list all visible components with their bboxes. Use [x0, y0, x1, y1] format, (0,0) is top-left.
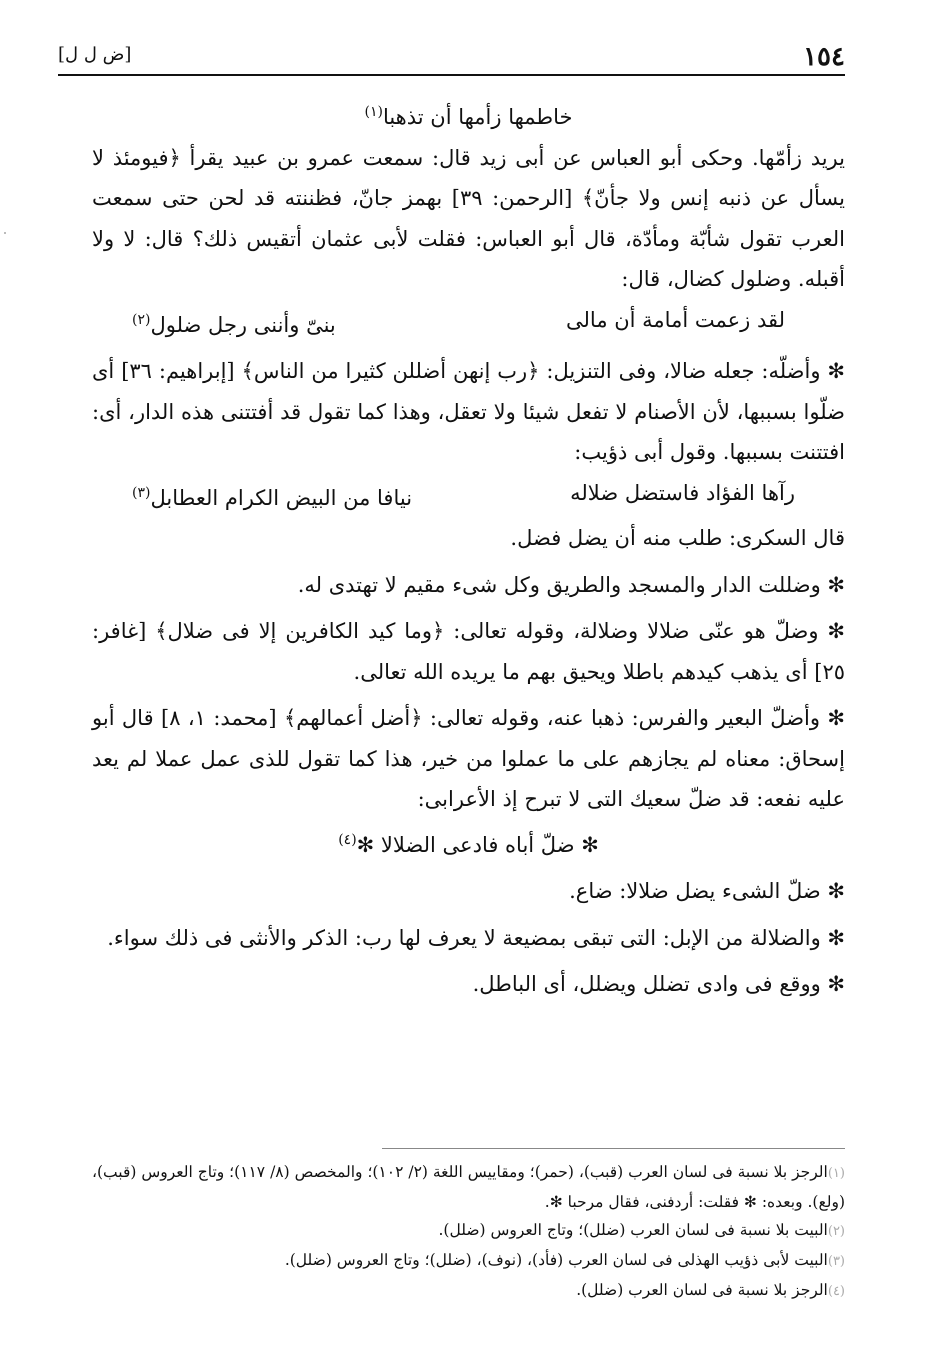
verse-text: ✻ ضلّ أباه فادعى الضلالا ✻: [356, 832, 599, 857]
paragraph: ✻ والضلالة من الإبل: التى تبقى بمضيعة لا يعرف لها رب: الذكر والأنثى فى ذلك سواء.: [107, 925, 845, 950]
paragraph: قال السكرى: طلب منه أن يضل فضل.: [510, 526, 845, 550]
footnote-rule: [382, 1148, 845, 1149]
verse-line: [92, 820, 845, 866]
paragraph: ✻ وأضلّه: جعله ضالا، وفى التنزيل: ﴿رب إنهن أضللن كثيرا من الناس﴾ [إبراهيم: ٣٦] أى ضلّوا بسببها، لأن الأصنام لا تفعل شيئا ولا تعقل، وهذا كما تقول قد أفتتنى هذه الدار، أى: افتتنت بسببها. وقول أبى ذؤيب:: [92, 359, 845, 464]
footnote-text: البيت لأبى ذؤيب الهذلى فى لسان العرب (فأد)، (نوف)، (ضلل)؛ وتاج العروس (ضلل).: [284, 1251, 828, 1269]
verse-text: خاطمها زأمها أن تذهبا: [382, 105, 573, 129]
root-label: [ض ل ل]: [58, 44, 132, 65]
footnotes: [92, 1158, 845, 1306]
footnote: [92, 1246, 845, 1276]
verse-hemistich-2: نيافا من البيض الكرام العطابل$^{(٣)}$: [132, 484, 413, 510]
footnote-ref: (٢): [132, 311, 151, 328]
footnote-number: (٢): [827, 1224, 845, 1239]
footnote-ref: (٣): [132, 484, 151, 501]
page-header: [58, 42, 845, 72]
footnote-text: الرجز بلا نسبة فى لسان العرب (ضلل).: [576, 1281, 828, 1299]
footnote-number: (٤): [827, 1284, 845, 1299]
header-rule: [58, 74, 845, 76]
footnote-number: (١): [827, 1166, 845, 1181]
verse-hemistich-2: بنىّ وأننى رجل ضلول$^{(٢)}$: [132, 311, 336, 337]
footnote: [92, 1216, 845, 1246]
margin-mark: [4, 232, 6, 234]
footnote-ref: (٤): [338, 831, 357, 848]
verse-hemistich-1: رآها الفؤاد فاستضل ضلاله: [570, 480, 795, 505]
footnote: [92, 1276, 845, 1306]
paragraph: ✻ وضلّ هو عنّى ضلالا وضلالة، وقوله تعالى: ﴿وما كيد الكافرين إلا فى ضلال﴾ [غافر: ٢٥] أى يذهب كيدهم باطلا ويحيق بهم ما يريده الله تعالى.: [92, 619, 845, 684]
footnote-ref: (١): [364, 104, 383, 120]
verse-line: [92, 473, 845, 519]
verse-line: [92, 92, 845, 138]
main-text: [92, 92, 845, 1005]
verse-hemistich-1: لقد زعمت أمامة أن مالى: [566, 307, 785, 332]
paragraph: ✻ وضللت الدار والمسجد والطريق وكل شىء مقيم لا تهتدى له.: [297, 572, 845, 597]
verse-line: [92, 300, 845, 346]
footnote: [92, 1158, 845, 1216]
paragraph: ✻ ووقع فى وادى تضلل ويضلل، أى الباطل.: [472, 972, 845, 996]
paragraph: يريد زأمّها. وحكى أبو العباس عن أبى زيد قال: سمعت عمرو بن عبيد يقرأ ﴿فيومئذ لا يسأل عن ذنبه إنس ولا جأنّ﴾ [الرحمن: ٣٩] بهمز جانّ، فظننته قد لحن حتى سمعت العرب تقول شأبّة ومأدّة، قال أبو العباس: فقلت لأبى عثمان أتقيس ذلك؟ قال: لا ولا أقبله. وضلول كضال، قال:: [92, 145, 845, 291]
page-number: ١٥٤: [803, 42, 845, 72]
paragraph: ✻ ضلّ الشىء يضل ضلالا: ضاع.: [569, 879, 845, 903]
footnote-text: البيت بلا نسبة فى لسان العرب (ضلل)؛ وتاج العروس (ضلل).: [438, 1221, 828, 1239]
footnote-text: الرجز بلا نسبة فى لسان العرب (قبب)، (حمر)؛ ومقاييس اللغة (٢/ ١٠٢)؛ والمخصص (٨/ ١١٧)؛ وتاج العروس (قبب)، (ولع). وبعده: ✻ فقلت: أردفنى، فقال مرحبا ✻.: [92, 1163, 845, 1211]
paragraph: ✻ وأضلّ البعير والفرس: ذهبا عنه، وقوله تعالى: ﴿أضل أعمالهم﴾ [محمد: ١، ٨] قال أبو إسحاق: معناه لم يجازهم على ما عملوا من خير، هذا كما تقول للذى عمل عملا لم يعد عليه نفعه: قد ضلّ سعيك التى لا تبرح إذ الأعرابى:: [92, 706, 845, 811]
footnote-number: (٣): [827, 1254, 845, 1269]
